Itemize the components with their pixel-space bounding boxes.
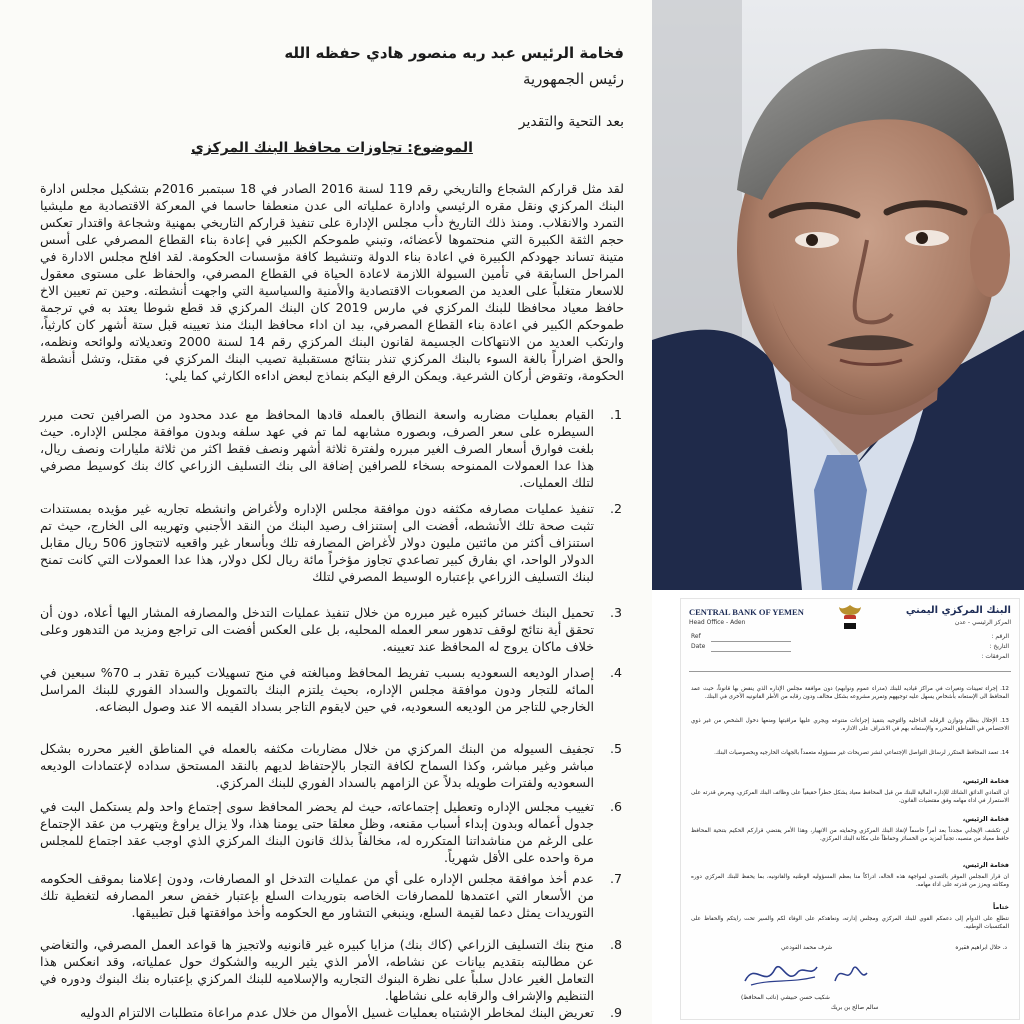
list-item	[40, 604, 624, 655]
bank-heading: فخامة الرئيس،	[962, 861, 1009, 869]
list-text: القيام بعمليات مضاربه واسعة النطاق بالعمله قادها المحافظ مع عدد محدود من الصرافين تحت مبرر السيطره على سعر الصرف، وبصوره مشابهه لما تم في عهد سلفه وبدون موافقة مجلس الإداره. حيث بلغت فوارق أسعار الصرف الغير مبرره ولفترة ثلاثة أشهر ونصف فقط اكثر من ثلاثة مليارات ونصف ريال، هذا عدا العمولات الممنوحه بسخاء للصرافين إضافة الى بنك التسليف الزراعي كاك بنك كوسيط مصرفي لتلك العمليات.	[40, 407, 594, 490]
letter-page-bottom	[0, 590, 652, 1024]
addressee-title: رئيس الجمهورية	[522, 70, 624, 88]
letter-body	[40, 0, 624, 590]
list-item	[40, 798, 624, 866]
list-item	[40, 936, 624, 1004]
bank-name-en: CENTRAL BANK OF YEMEN	[689, 607, 804, 617]
signatory-name: شكيب حسن حبيشي (نائب المحافظ)	[741, 995, 830, 1001]
list-item	[40, 870, 624, 921]
list-item	[40, 740, 624, 791]
bank-date-field: التاريخ :	[989, 643, 1009, 650]
yemen-emblem-icon	[835, 603, 865, 633]
bank-heading: فخامة الرئيس،	[962, 815, 1009, 823]
signature-mark	[741, 955, 821, 991]
portrait-photo	[652, 0, 1024, 590]
greeting: بعد التحية والتقدير	[518, 114, 624, 130]
list-number: 1.	[609, 407, 622, 422]
list-number: 4.	[609, 665, 622, 680]
list-text: إصدار الوديعه السعوديه بسبب تفريط المحافظ ومبالغته في منح تسهيلات كبيرة تقدر بـ 70% سبعين في المائه للتجار ودون موافقة مجلس الإداره، بحيث يلتزم البنك بالتمويل والسداد الفوري للبنك المراسل الخارجي للتاجر من الوديعه السعوديه، في حين لايقوم التاجر بسداد القيمه الا عند وصول البضاعه.	[40, 665, 594, 714]
letter-continuation	[40, 590, 624, 1024]
list-item	[40, 1004, 624, 1021]
list-number: 5.	[609, 741, 622, 756]
list-number: 2.	[609, 501, 622, 516]
list-text: تعريض البنك لمخاطر الإشتباه بعمليات غسيل الأموال من خلال عدم مراعاة متطلبات الالتزام الدوليه	[79, 1005, 594, 1020]
list-number: 7.	[609, 871, 622, 886]
bank-date-field-en: Date	[691, 643, 706, 650]
list-item	[40, 500, 624, 585]
list-text: عدم أخذ موافقة مجلس الإداره على أي من عمليات التدخل او المصارفات، ودون إعلامنا بموقف الحكومه من الأسعار التي اعتمدها للمصارفات الخاصه بتوريدات السلع بإعتبار خفض سعر المصارفه لتغطية تلك التوريدات يمثل دعما لقيمة السلع، وينبغي التشاور مع الحكومه وأخذ موافقتها قبل تطبيقها.	[40, 871, 594, 920]
list-text: منح بنك التسليف الزراعي (كاك بنك) مزايا كبيره غير قانونيه ولاتجيز ها قواعد العمل المصرفي، والتغاضي عن مطالبته بتقديم بيانات عن نشاطه، الأمر الذي يثير الريبه والشكوك حول عملياته، وقد انعكس هذا التعامل الغير عادل سلباً على نظرة البنوك التجاريه والإسلاميه للبنك المركزي بإعتباره بنك البنوك ودوره في التنظيم والإشراف والرقابه على نشاطها.	[40, 937, 594, 1003]
portrait-illustration	[652, 0, 1024, 590]
intro-paragraph: لقد مثل قراركم الشجاع والتاريخي رقم 119 لسنة 2016 الصادر في 18 سبتمبر 2016م بتشكيل مجلس ادارة البنك المركزي ونقل مقره الرئيسي وادارة عملياته الى عدن منعطفا حاسما في المعركة الاقتصادية مع مليشيا التمرد والانقلاب. ومنذ ذلك التاريخ دأب مجلس الإدارة على تنفيذ قراركم التاريخي بمهنية وشجاعة واقتدار تعكس حجم الثقة الكبيرة التي منحتموها لأعضائه، وتبني طموحكم الكبير في إعادة بناء القطاع المصرفي على أسس متينة تساند جهودكم الكبيرة في اعادة بناء الدولة وتنشيط كافة مؤسسات الحكومة. لقد افلح مجلس الادارة في المراحل السابقة في تأمين السيولة اللازمة لاعادة الحياة في القطاع المصرفي، والحفاظ على مستوى معقول للاسعار متغلباً على العديد من الصعوبات الاقتصادية والأمنية والسياسية التي واجهت أنشطته. وحين تم تعيين الاخ حافظ معياد محافظا للبنك المركزي في مارس 2019 كان البنك المركزي قد قطع شوطا يعتد به في ترجمة طموحكم الكبير في اعادة بناء القطاع المصرفي، بيد ان اداء محافظ البنك منذ تعيينه قبل ستة أشهر كان كارثياً، وارتكب العديد من الانتهاكات الجسيمة لقانون البنك المركزي رقم 14 لسنة 2000 وتعديلاته ولوائحه ونظمه، والحق اضراراً بالغة السوء بالبنك المركزي تنذر بنتائج مستقبلية تصيب البنك المركزي في مقتل، وتشل أنشطة الحكومة، وتقوض أركان الشرعية. ويمكن الرفع اليكم بنماذج لبعض اداءه الكارثي كما يلي:	[40, 181, 625, 383]
list-text: تغييب مجلس الإداره وتعطيل إجتماعاته، حيث لم يحضر المحافظ سوى إجتماع واحد ولم يستكمل البت في جدول أعماله وبدون إبداء أسباب مقنعه، وظل معلقا حتى يومنا هذا، ولا يزال يراوغ ويتهرب من عقد الإجتماع على الرغم من مناشداتنا المتكرره له، مخالفاً بذلك قانون البنك المركزي الذي اوجب عقد اجتماع للمجلس مرة واحده على الأقل شهرياً.	[40, 799, 594, 865]
bank-head-office-en: Head Office - Aden	[689, 619, 746, 626]
divider	[711, 641, 791, 642]
list-number: 6.	[609, 799, 622, 814]
bank-item-12: 12. إجراء تعيينات وتغيرات في مراكز قياديه للبنك (مدراء عموم ونوابهم) دون موافقة مجلس الإداره الذي ينقض بها قانوناً، حيث عمد المحافظ الى الإستعانه بأشخاص يسهل عليه توجيههم وتمرير مشروعه بشكل مخالف ودون رقابه من الأطر القانونيه الأخرى في البنك.	[691, 686, 1009, 700]
bank-attachments-field: المرفقات :	[981, 653, 1009, 660]
bank-heading: ختاماً	[993, 903, 1009, 911]
bank-paragraph: نتطلع على الدوام إلى دعمكم القوي للبنك المركزي ومجلس إدارته، ونعاهدكم على الوفاء لكم والسير تحت رايتكم والحفاظ على المكتسبات الوطنيه.	[691, 916, 1009, 930]
bank-paragraph: ان قرار المجلس الموقر بالتصدي لمواجهة هذه الحاله، ادراكاً منا بعظم المسؤوليه الوطنيه والقانونيه، بما يحفظ للبنك المركزي دوره ومكانته ويعزز من قدرته على اداء مهامه.	[691, 874, 1009, 888]
addressee-name: فخامة الرئيس عبد ربه منصور هادي حفظه الله	[284, 44, 624, 62]
bank-item-14: 14. تعمد المحافظ المتكرر لرسائل التواصل الإجتماعي لنشر تصريحات غير مسؤوله متعمداً بالجهات الخارجيه وبخصوصيات البنك.	[714, 750, 1009, 756]
list-text: تحميل البنك خسائر كبيره غير مبرره من خلال تنفيذ عمليات التدخل والمصارفه المشار اليها أعلاه، دون أن تحقق أية نتائج لوقف تدهور سعر العمله المحليه، بل على العكس أفضت الى تراجع ومزيد من التدهور وعلى خلاف ماكان يروج له المحافظ عند تعيينه.	[40, 605, 594, 654]
list-number: 9.	[609, 1005, 622, 1020]
signatory-name: د. حلال ابراهيم فقيره	[955, 945, 1007, 951]
bank-paragraph: ان التمادي الدائق الشائك للإداره المالية للبنك من قبل المحافظ معياد يشكل خطراً حقيقياً على وظائف البنك المركزي، ويعرض قدرته على الاستمرار في اداء مهامه وفق مقتضيات القانون.	[691, 790, 1009, 804]
signatory-name: سالم صالح بن بريك	[831, 1005, 879, 1011]
subject-line: الموضوع: تجاوزات محافظ البنك المركزي	[191, 140, 473, 156]
bank-ref-field-en: Ref	[691, 633, 701, 640]
bank-letter-page	[680, 598, 1020, 1020]
bank-paragraph: لن تكشف الإيجابي مجدداً بعد أمراً حاسماً لإنقاذ البنك المركزي وحمايته من الانهيار، وهذا الأمر يقتضي قراركم الحكيم بتنحية المحافظ حافظ معياد من منصبه، تجنباً لمزيد من الخسائر وحفاظاً على مكانة البنك المركزي.	[691, 828, 1009, 842]
bank-item-13: 13. الإخلال بنظام وتوازن الرقابه الداخليه والتوجيه بتنفيذ إجراءات متنوعه ويجري عليها مراقبتها ومنعها دخول الشخص من غير ذوي الاختصاص في المناطق المحرره والإستعانه بهم في الاشراف على الاداره.	[691, 718, 1009, 732]
list-item	[40, 664, 624, 715]
list-text: تنفيذ عمليات مصارفه مكثفه دون موافقة مجلس الإداره ولأغراض وانشطه تجاريه غير مؤيده بمستندات تثبت صحة تلك الأنشطه، أفضت الى إستنزاف رصيد البنك من النقد الأجنبي وتهريبه الى الخارج، حيث تم استنزاف أكثر من مائتين مليون دولار لأغراض المصارفه تلك وبأسعار غير واقعيه لاتتجاوز 506 ريال مقابل الدولار الواحد، اي بفارق كبير تصاعدي تجاوز مؤخراً مائة ريال لكل دولار، هذا عدا العمولات التي كانت تمنح لبنك التسليف الزراعي بإعتباره الوسيط المصرفي لتلك	[40, 501, 594, 584]
list-item	[40, 406, 624, 491]
bank-ref-field: الرقم :	[991, 633, 1009, 640]
divider	[711, 651, 791, 652]
list-text: تجفيف السيوله من البنك المركزي من خلال مضاربات مكثفه بالعمله في المناطق الغير محرره بشكل مباشر وغير مباشر، وكذا السماح لكافة التجار بالإحتفاظ لديهم بالنقد المستحق سداده لإعتمادات الوديعه السعوديه ولفترات طويله بدلاً عن الزامهم بالسداد الفوري للبنك المركزي.	[40, 741, 594, 790]
list-number: 8.	[609, 937, 622, 952]
bank-head-office-ar: المركز الرئيسي - عدن	[954, 619, 1011, 626]
bank-name-ar: البنك المركزي اليمني	[905, 605, 1011, 616]
bank-heading: فخامة الرئيس،	[962, 777, 1009, 785]
list-number: 3.	[609, 605, 622, 620]
signature-mark	[831, 959, 871, 989]
signatory-name: شرف محمد الفودعي	[781, 945, 833, 951]
divider	[689, 671, 1011, 672]
letter-page-top	[0, 0, 652, 590]
